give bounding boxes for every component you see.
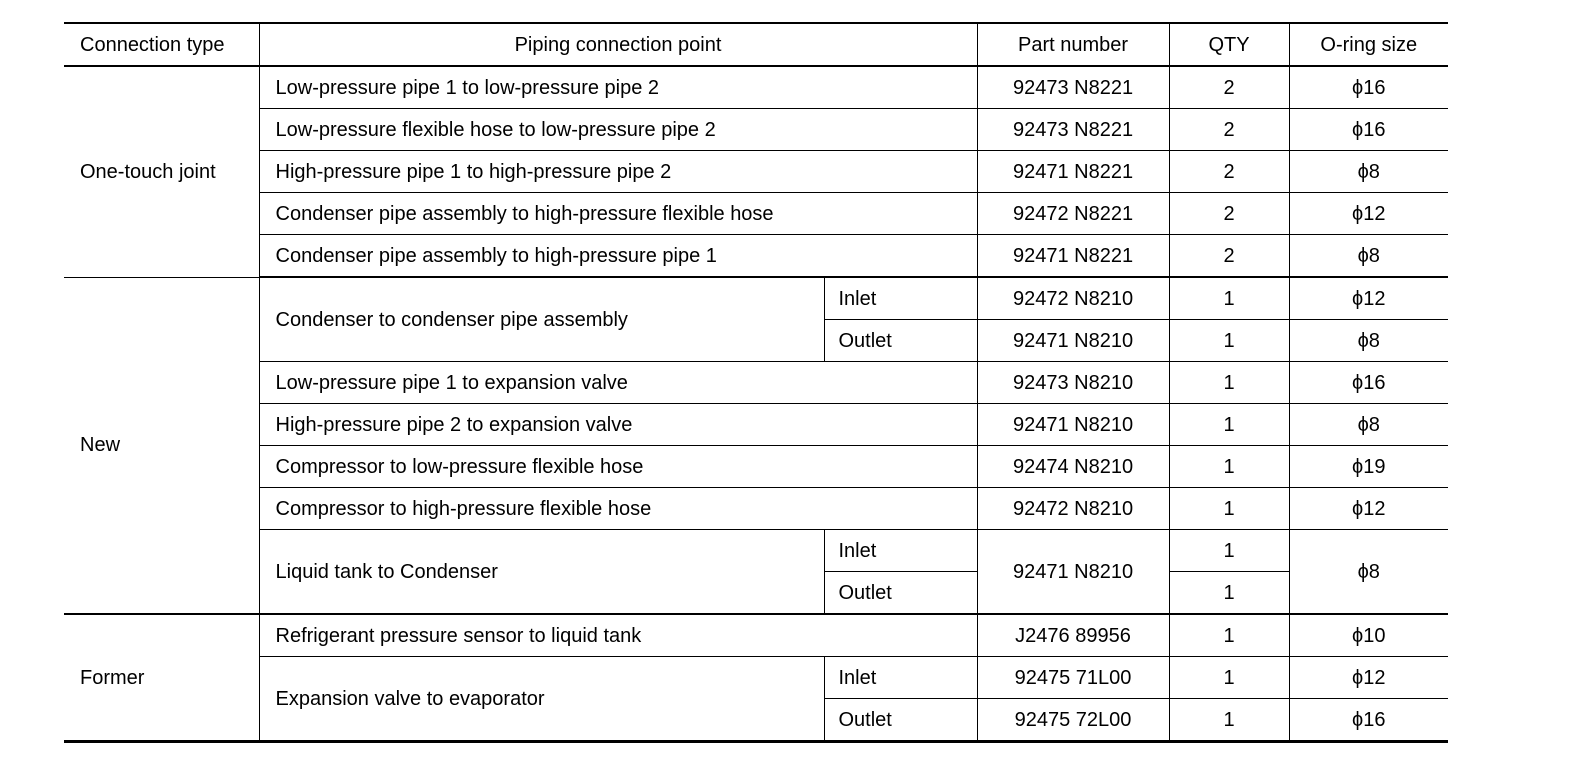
part-number: 92474 N8210 [977,446,1169,488]
table-row [64,109,1448,151]
outlet-label: Outlet [824,572,977,615]
quantity: 1 [1169,320,1289,362]
table-row [64,362,1448,404]
quantity: 1 [1169,404,1289,446]
inlet-label: Inlet [824,530,977,572]
inlet-label: Inlet [824,277,977,320]
quantity: 1 [1169,614,1289,657]
part-number: 92472 N8210 [977,277,1169,320]
quantity: 1 [1169,530,1289,572]
o-ring-size: ϕ19 [1289,446,1448,488]
table-row [64,530,1448,572]
o-ring-size: ϕ8 [1289,320,1448,362]
connection-point: High-pressure pipe 1 to high-pressure pipe 2 [259,151,977,193]
o-ring-size: ϕ16 [1289,699,1448,742]
header-connection-type: Connection type [64,23,259,66]
o-ring-size: ϕ8 [1289,404,1448,446]
group-new: New [64,277,259,614]
quantity: 1 [1169,699,1289,742]
part-number: 92475 72L00 [977,699,1169,742]
o-ring-size: ϕ10 [1289,614,1448,657]
quantity: 1 [1169,277,1289,320]
connection-point: Condenser to condenser pipe assembly [259,277,824,362]
quantity: 2 [1169,193,1289,235]
header-row [64,23,1448,66]
part-number: 92472 N8210 [977,488,1169,530]
part-number: J2476 89956 [977,614,1169,657]
quantity: 1 [1169,657,1289,699]
part-number: 92473 N8210 [977,362,1169,404]
header-qty: QTY [1169,23,1289,66]
o-ring-size: ϕ16 [1289,66,1448,109]
table-row [64,66,1448,109]
part-number: 92471 N8210 [977,404,1169,446]
quantity: 1 [1169,572,1289,615]
header-piping-connection-point: Piping connection point [259,23,977,66]
inlet-label: Inlet [824,657,977,699]
header-o-ring-size: O-ring size [1289,23,1448,66]
table-row [64,235,1448,278]
outlet-label: Outlet [824,320,977,362]
table-row [64,657,1448,699]
o-ring-size: ϕ16 [1289,362,1448,404]
o-ring-size: ϕ12 [1289,488,1448,530]
group-one-touch-joint: One-touch joint [64,66,259,277]
connection-point: High-pressure pipe 2 to expansion valve [259,404,977,446]
part-number: 92475 71L00 [977,657,1169,699]
table-row [64,193,1448,235]
connection-point: Low-pressure pipe 1 to expansion valve [259,362,977,404]
connection-point: Expansion valve to evaporator [259,657,824,742]
o-ring-size: ϕ8 [1289,151,1448,193]
quantity: 1 [1169,446,1289,488]
quantity: 2 [1169,109,1289,151]
o-ring-size: ϕ16 [1289,109,1448,151]
o-ring-size: ϕ12 [1289,277,1448,320]
header-part-number: Part number [977,23,1169,66]
group-former: Former [64,614,259,742]
table-row [64,488,1448,530]
connection-point: Condenser pipe assembly to high-pressure flexible hose [259,193,977,235]
part-number: 92471 N8221 [977,235,1169,278]
part-number: 92473 N8221 [977,66,1169,109]
oring-parts-table [64,22,1448,743]
table-row [64,277,1448,320]
table-row [64,151,1448,193]
o-ring-size: ϕ12 [1289,193,1448,235]
connection-point: Compressor to high-pressure flexible hose [259,488,977,530]
quantity: 2 [1169,66,1289,109]
connection-point: Low-pressure flexible hose to low-pressure pipe 2 [259,109,977,151]
quantity: 1 [1169,362,1289,404]
o-ring-size: ϕ8 [1289,530,1448,615]
connection-point: Compressor to low-pressure flexible hose [259,446,977,488]
table-row [64,614,1448,657]
o-ring-size: ϕ12 [1289,657,1448,699]
part-number: 92471 N8210 [977,530,1169,615]
connection-point: Low-pressure pipe 1 to low-pressure pipe 2 [259,66,977,109]
table-row [64,446,1448,488]
quantity: 2 [1169,235,1289,278]
part-number: 92473 N8221 [977,109,1169,151]
o-ring-size: ϕ8 [1289,235,1448,278]
outlet-label: Outlet [824,699,977,742]
quantity: 2 [1169,151,1289,193]
part-number: 92472 N8221 [977,193,1169,235]
connection-point: Condenser pipe assembly to high-pressure pipe 1 [259,235,977,278]
part-number: 92471 N8221 [977,151,1169,193]
table-row [64,404,1448,446]
quantity: 1 [1169,488,1289,530]
part-number: 92471 N8210 [977,320,1169,362]
connection-point: Liquid tank to Condenser [259,530,824,615]
connection-point: Refrigerant pressure sensor to liquid tank [259,614,977,657]
